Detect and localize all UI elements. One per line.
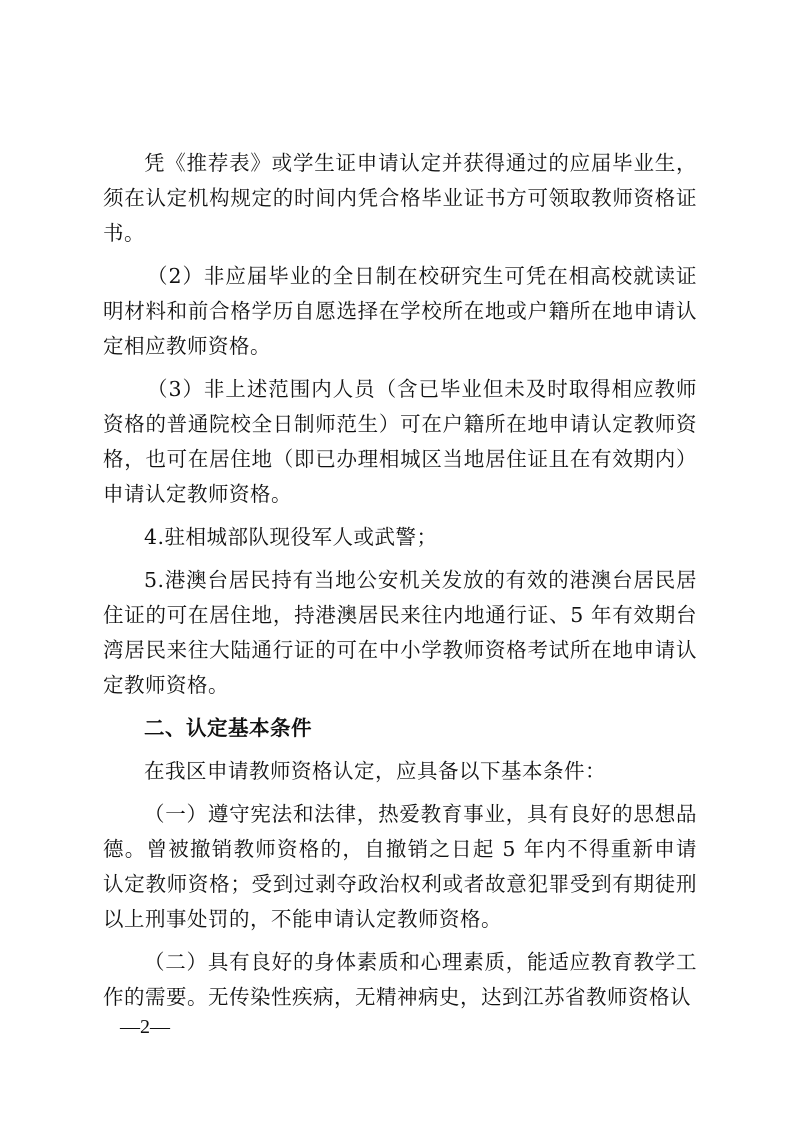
paragraph-condition-1: （一）遵守宪法和法律，热爱教育事业，具有良好的思想品德。曾被撤销教师资格的，自撤销之日起 5 年内不得重新申请认定教师资格；受到过剥夺政治权利或者故意犯罪受到有期徒刑以上刑事处罚的，不能申请认定教师资格。	[103, 802, 697, 931]
paragraph-item-2: （2）非应届毕业的全日制在校研究生可凭在相高校就读证明材料和前合格学历自愿选择在学校所在地或户籍所在地申请认定相应教师资格。	[103, 264, 697, 358]
section-heading-basic-conditions: 二、认定基本条件	[144, 716, 312, 740]
paragraph-item-5: 5.港澳台居民持有当地公安机关发放的有效的港澳台居民居住证的可在居住地，持港澳居民来往内地通行证、5 年有效期台湾居民来往大陆通行证的可在中小学教师资格考试所在地申请认定教师资格。	[103, 568, 697, 697]
document-body	[103, 146, 697, 1023]
paragraph-item-3: （3）非上述范围内人员（含已毕业但未及时取得相应教师资格的普通院校全日制师范生）可在户籍所在地申请认定教师资格，也可在居住地（即已办理相城区当地居住证且在有效期内）申请认定教师资格。	[103, 377, 697, 506]
paragraph-graduate-certificate: 凭《推荐表》或学生证申请认定并获得通过的应届毕业生，须在认定机构规定的时间内凭合格毕业证书方可领取教师资格证书。	[103, 151, 697, 245]
paragraph-condition-2: （二）具有良好的身体素质和心理素质，能适应教育教学工作的需要。无传染性疾病，无精神病史，达到江苏省教师资格认	[103, 950, 697, 1009]
page-number: —2—	[120, 1016, 170, 1038]
paragraph-intro-conditions: 在我区申请教师资格认定，应具备以下基本条件：	[144, 759, 606, 783]
paragraph-item-4: 4.驻相城部队现役军人或武警；	[144, 525, 438, 549]
